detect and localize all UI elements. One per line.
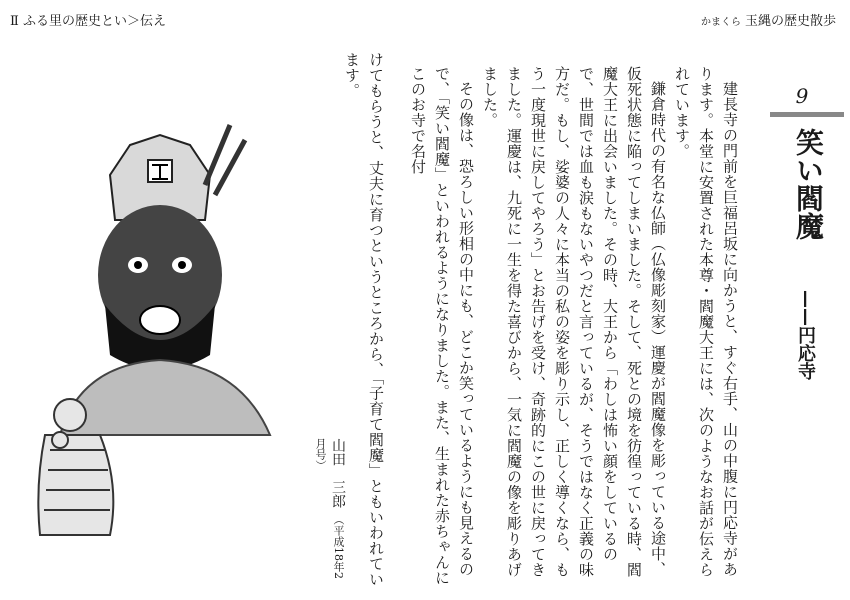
header-kamakura: かまくら [700, 17, 741, 28]
header-book-title [701, 10, 836, 29]
article-body [409, 66, 742, 586]
paragraph-1: 建長寺の門前を巨福呂坂に向かうと、すぐ右手、山の中腹に円応寺があります。本堂に安置された本尊・閻魔大王には、次のようなお話が伝えられています。 [673, 66, 739, 578]
author-name: 山田 三郎 [330, 438, 346, 508]
article-continuation: けてもらうと、丈夫に育つというところから、「子育て閻魔」ともいわれています。 [343, 52, 385, 587]
paragraph-3: その像は、恐ろしい形相の中にも、どこか笑っているようにも見えるので、「笑い閻魔」といわれるようになりました。また、生まれた赤ちゃんにこのお寺で名付 [409, 66, 475, 586]
temple-name: 円応寺 [795, 326, 816, 380]
article-title: 笑い閻魔 [792, 128, 825, 240]
robe-icon [60, 360, 270, 435]
enma-illustration [20, 105, 310, 585]
article-subtitle [792, 290, 818, 380]
author-credit [312, 438, 348, 588]
article-title-block [760, 80, 845, 420]
header-chapter: Ⅱ ふる里の歴史とい＞伝え [10, 14, 166, 29]
title-rule [770, 112, 844, 117]
paragraph-2: 鎌倉時代の有名な仏師（仏像彫刻家）運慶が閻魔像を彫っている途中、仮死状態に陥ってしまいました。そして、死との境を彷徨っている時、閻魔大王に出会いました。その時、大王から「わしは怖い顔をしているので、世間では血も涙もないやつだと言っているが、そうではなく正義の味方だ。もし、娑婆の人々に本当の私の姿を彫り示し、正しく導くなら、もう一度現世に戻してやろう」とお告げを受け、奇跡的にこの世に戻ってきました。運慶は、九死に一生を得た喜びから、一気に閻魔の像を彫りあげました。 [481, 66, 667, 578]
header-title: 玉縄の歴史散歩 [744, 14, 836, 29]
subtitle-dash: —— [795, 290, 816, 326]
enma-face-icon [98, 205, 222, 370]
crown-icon [110, 125, 245, 220]
author-date: （平成18年2月号） [314, 438, 345, 579]
article-number: 9 [795, 84, 809, 108]
